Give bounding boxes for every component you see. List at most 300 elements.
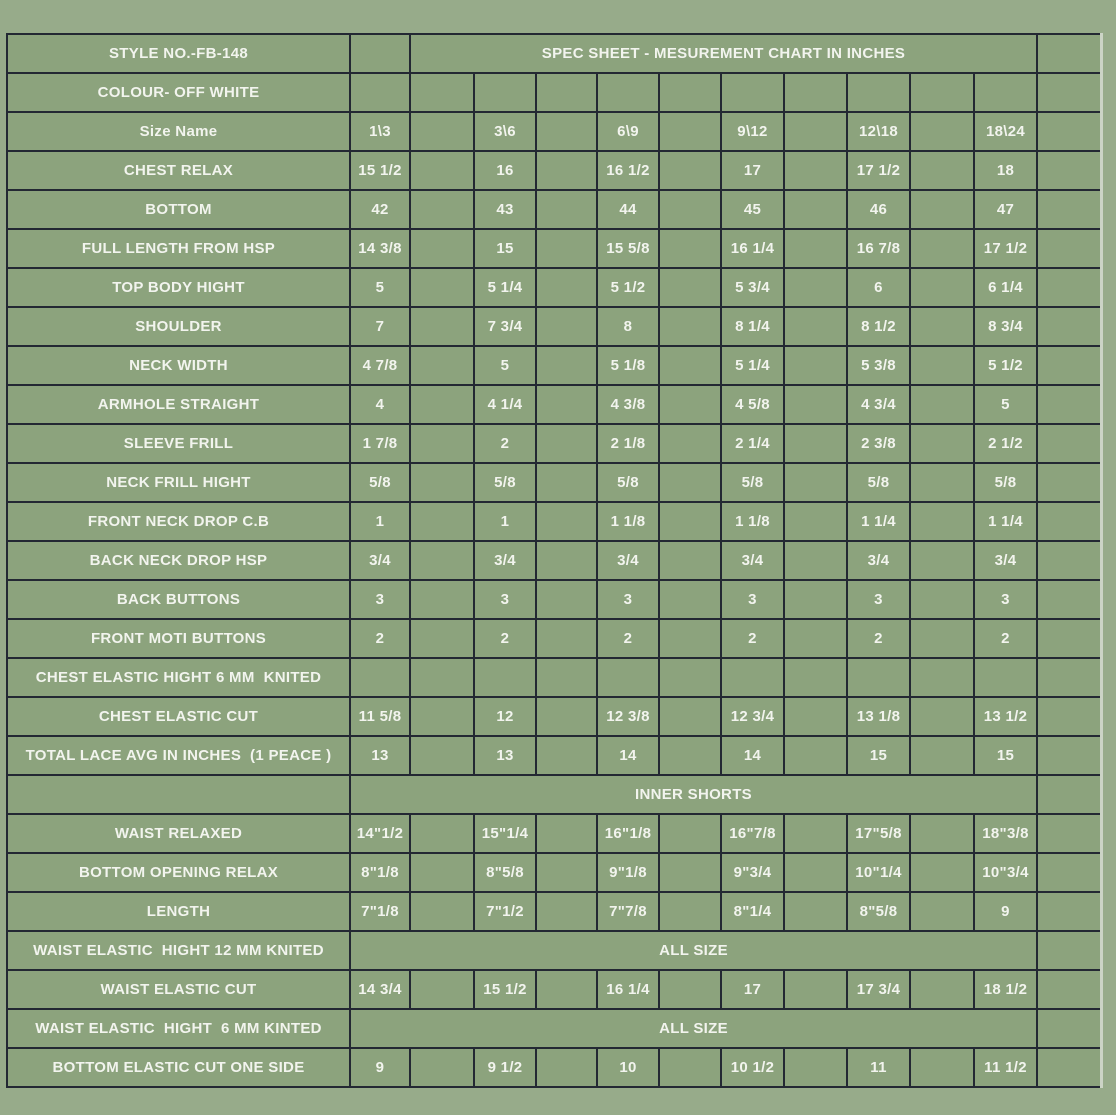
spacer-cell [659,736,721,775]
row-label-cell: CHEST ELASTIC HIGHT 6 MM KNITED [7,658,350,697]
spacer-cell [910,580,974,619]
value-cell: 2 [474,619,536,658]
spacer-cell [659,268,721,307]
value-cell: 1 1/8 [597,502,659,541]
value-cell: 10"3/4 [974,853,1037,892]
table-row [7,229,1101,268]
spacer-cell [659,697,721,736]
value-cell: 6 [847,268,910,307]
last-column-cell [1037,892,1101,931]
row-label-cell: TOP BODY HIGHT [7,268,350,307]
value-cell [597,658,659,697]
spacer-cell [784,658,847,697]
value-cell: 8"5/8 [847,892,910,931]
spacer-cell [784,697,847,736]
spacer-cell [910,385,974,424]
value-cell: 2 1/8 [597,424,659,463]
row-label-cell: BOTTOM [7,190,350,229]
spacer-cell [784,112,847,151]
spacer-cell [910,892,974,931]
spacer-cell [410,268,474,307]
spacer-cell [659,619,721,658]
value-cell: 9 [350,1048,410,1087]
table-row [7,1009,1101,1048]
section-header-cell: INNER SHORTS [350,775,1037,814]
last-column-cell [1037,931,1101,970]
value-cell: 8 1/2 [847,307,910,346]
value-cell [350,34,410,73]
table-row [7,892,1101,931]
value-cell: 5 1/2 [597,268,659,307]
last-column-cell [1037,736,1101,775]
value-cell: 6 1/4 [974,268,1037,307]
value-cell: 16 7/8 [847,229,910,268]
value-cell: 2 1/2 [974,424,1037,463]
value-cell: 8"1/8 [350,853,410,892]
spacer-cell [910,112,974,151]
row-label-cell: FRONT NECK DROP C.B [7,502,350,541]
value-cell: 3 [974,580,1037,619]
spacer-cell [536,385,597,424]
spacer-cell [659,502,721,541]
spacer-cell [536,229,597,268]
last-column-cell [1037,619,1101,658]
spacer-cell [784,229,847,268]
spacer-cell [784,814,847,853]
spacer-cell [659,307,721,346]
row-label-cell: NECK FRILL HIGHT [7,463,350,502]
value-cell: 7"7/8 [597,892,659,931]
spacer-cell [784,619,847,658]
value-cell: 16 1/4 [597,970,659,1009]
value-cell: 3/4 [721,541,784,580]
value-cell: 5 1/8 [597,346,659,385]
value-cell: 17 1/2 [974,229,1037,268]
value-cell [350,73,410,112]
last-column-cell [1037,424,1101,463]
spacer-cell [659,892,721,931]
spacer-cell [410,697,474,736]
value-cell: 16 1/4 [721,229,784,268]
row-label-cell [7,775,350,814]
value-cell: 5/8 [721,463,784,502]
row-label-cell: BOTTOM ELASTIC CUT ONE SIDE [7,1048,350,1087]
spacer-cell [910,346,974,385]
spacer-cell [784,385,847,424]
table-row [7,151,1101,190]
value-cell: 3/4 [597,541,659,580]
spacer-cell [659,658,721,697]
value-cell: 5 3/8 [847,346,910,385]
value-cell: 8 [597,307,659,346]
table-row [7,580,1101,619]
value-cell: 11 5/8 [350,697,410,736]
value-cell: 3 [350,580,410,619]
row-label-cell: SHOULDER [7,307,350,346]
spacer-cell [784,268,847,307]
spacer-cell [659,190,721,229]
value-cell: 4 5/8 [721,385,784,424]
value-cell: 18"3/8 [974,814,1037,853]
last-column-cell [1037,1009,1101,1048]
last-column-cell [1037,190,1101,229]
spacer-cell [784,502,847,541]
value-cell: 42 [350,190,410,229]
value-cell: 2 3/8 [847,424,910,463]
value-cell: 8 1/4 [721,307,784,346]
spec-table-body [7,34,1101,1087]
table-row [7,502,1101,541]
spacer-cell [536,346,597,385]
value-cell: 17 1/2 [847,151,910,190]
spacer-cell [910,853,974,892]
value-cell: 18 1/2 [974,970,1037,1009]
last-column-cell [1037,541,1101,580]
spacer-cell [910,736,974,775]
spacer-cell [410,970,474,1009]
value-cell: 7"1/2 [474,892,536,931]
spacer-cell [536,814,597,853]
value-cell: 10 1/2 [721,1048,784,1087]
value-cell: 47 [974,190,1037,229]
table-row [7,463,1101,502]
value-cell: 16"7/8 [721,814,784,853]
value-cell: 1 [350,502,410,541]
spacer-cell [659,1048,721,1087]
row-label-cell: FRONT MOTI BUTTONS [7,619,350,658]
spacer-cell [910,1048,974,1087]
value-cell: 4 [350,385,410,424]
spacer-cell [536,580,597,619]
value-cell: 5/8 [350,463,410,502]
spacer-cell [659,970,721,1009]
spacer-cell [536,463,597,502]
row-label-cell: WAIST ELASTIC HIGHT 6 MM KINTED [7,1009,350,1048]
last-column-cell [1037,346,1101,385]
spacer-cell [536,268,597,307]
spacer-cell [784,190,847,229]
value-cell: 9 1/2 [474,1048,536,1087]
spacer-cell [536,151,597,190]
spacer-cell [536,853,597,892]
spacer-cell [536,619,597,658]
value-cell: 46 [847,190,910,229]
value-cell: 9 [974,892,1037,931]
value-cell: 14 [721,736,784,775]
value-cell: 17 [721,970,784,1009]
spacer-cell [784,73,847,112]
value-cell: 5 [974,385,1037,424]
spacer-cell [910,463,974,502]
table-row [7,385,1101,424]
style-no-cell: STYLE NO.-FB-148 [7,34,350,73]
spacer-cell [784,736,847,775]
value-cell [597,73,659,112]
value-cell: 2 [847,619,910,658]
spacer-cell [910,814,974,853]
value-cell [474,73,536,112]
spacer-cell [410,229,474,268]
value-cell: 1 7/8 [350,424,410,463]
row-label-cell: ARMHOLE STRAIGHT [7,385,350,424]
spacer-cell [784,463,847,502]
spacer-cell [536,736,597,775]
value-cell: 7 3/4 [474,307,536,346]
spacer-cell [910,502,974,541]
last-column-cell [1037,268,1101,307]
spacer-cell [910,307,974,346]
spacer-cell [410,151,474,190]
row-label-cell: FULL LENGTH FROM HSP [7,229,350,268]
value-cell: 4 3/8 [597,385,659,424]
table-row [7,619,1101,658]
value-cell: 17 3/4 [847,970,910,1009]
last-column-cell [1037,385,1101,424]
last-column-cell [1037,34,1101,73]
value-cell: 12\18 [847,112,910,151]
spacer-cell [784,970,847,1009]
value-cell: 16"1/8 [597,814,659,853]
spacer-cell [659,385,721,424]
value-cell: 3 [597,580,659,619]
table-row [7,658,1101,697]
value-cell: 7"1/8 [350,892,410,931]
value-cell [721,73,784,112]
table-row [7,190,1101,229]
value-cell: 2 [350,619,410,658]
value-cell: 8"5/8 [474,853,536,892]
spacer-cell [910,424,974,463]
value-cell: 1 [474,502,536,541]
row-label-cell: SLEEVE FRILL [7,424,350,463]
value-cell: 3/4 [350,541,410,580]
value-cell: 5 1/2 [974,346,1037,385]
spacer-cell [410,307,474,346]
spacer-cell [784,541,847,580]
last-column-cell [1037,970,1101,1009]
value-cell: 5 [474,346,536,385]
value-cell: 1 1/8 [721,502,784,541]
spacer-cell [410,814,474,853]
value-cell: 5/8 [597,463,659,502]
row-label-cell: NECK WIDTH [7,346,350,385]
value-cell: 2 [974,619,1037,658]
value-cell: 4 3/4 [847,385,910,424]
spacer-cell [784,151,847,190]
spacer-cell [536,892,597,931]
last-column-cell [1037,73,1101,112]
value-cell: 3\6 [474,112,536,151]
value-cell: 5 3/4 [721,268,784,307]
last-column-cell [1037,151,1101,190]
spacer-cell [659,580,721,619]
spacer-cell [410,541,474,580]
table-row [7,775,1101,814]
last-column-cell [1037,1048,1101,1087]
row-label-cell: BACK NECK DROP HSP [7,541,350,580]
last-column-cell [1037,229,1101,268]
spacer-cell [410,112,474,151]
value-cell: 15 [847,736,910,775]
value-cell: 45 [721,190,784,229]
value-cell: 5 1/4 [721,346,784,385]
row-label-cell: TOTAL LACE AVG IN INCHES (1 PEACE ) [7,736,350,775]
spacer-cell [536,541,597,580]
last-column-cell [1037,307,1101,346]
table-row [7,814,1101,853]
spacer-cell [659,463,721,502]
last-column-cell [1037,814,1101,853]
value-cell: 3 [721,580,784,619]
value-cell: 5/8 [474,463,536,502]
value-cell [474,658,536,697]
spacer-cell [784,307,847,346]
table-row [7,73,1101,112]
value-cell [721,658,784,697]
spacer-cell [410,385,474,424]
value-cell: 14 [597,736,659,775]
spacer-cell [536,73,597,112]
value-cell: 3/4 [974,541,1037,580]
spacer-cell [536,424,597,463]
spacer-cell [659,112,721,151]
row-label-cell: CHEST ELASTIC CUT [7,697,350,736]
value-cell: 3 [847,580,910,619]
value-cell: 9"3/4 [721,853,784,892]
value-cell: 9"1/8 [597,853,659,892]
row-label-cell: BOTTOM OPENING RELAX [7,853,350,892]
value-cell: 15 5/8 [597,229,659,268]
value-cell: 13 1/8 [847,697,910,736]
value-cell: 3 [474,580,536,619]
value-cell: 43 [474,190,536,229]
value-cell: 15"1/4 [474,814,536,853]
spacer-cell [410,892,474,931]
value-cell: 15 [974,736,1037,775]
spacer-cell [910,541,974,580]
value-cell: 5/8 [974,463,1037,502]
row-label-cell: LENGTH [7,892,350,931]
spacer-cell [410,424,474,463]
table-row [7,931,1101,970]
value-cell: 2 [597,619,659,658]
spacer-cell [784,1048,847,1087]
table-row [7,268,1101,307]
value-cell: 2 1/4 [721,424,784,463]
value-cell: 5 [350,268,410,307]
value-cell: 1 1/4 [974,502,1037,541]
value-cell: 8"1/4 [721,892,784,931]
table-row [7,346,1101,385]
spacer-cell [410,73,474,112]
value-cell: 13 [350,736,410,775]
spacer-cell [536,697,597,736]
spacer-cell [784,580,847,619]
value-cell: 8 3/4 [974,307,1037,346]
spacer-cell [536,1048,597,1087]
sheet-title-cell: SPEC SHEET - MESUREMENT CHART IN INCHES [410,34,1037,73]
value-cell: 4 7/8 [350,346,410,385]
spacer-cell [536,307,597,346]
spacer-cell [659,814,721,853]
table-row [7,424,1101,463]
value-cell [847,73,910,112]
spacer-cell [536,112,597,151]
value-cell: 15 1/2 [350,151,410,190]
table-row [7,34,1101,73]
spacer-cell [536,502,597,541]
spacer-cell [659,346,721,385]
row-label-cell: CHEST RELAX [7,151,350,190]
value-cell: 4 1/4 [474,385,536,424]
spec-table [6,33,1103,1088]
value-cell: 14"1/2 [350,814,410,853]
spacer-cell [784,892,847,931]
value-cell: 3/4 [474,541,536,580]
row-label-cell: Size Name [7,112,350,151]
value-cell [974,658,1037,697]
table-row [7,307,1101,346]
value-cell: 2 [721,619,784,658]
row-label-cell: WAIST ELASTIC HIGHT 12 MM KNITED [7,931,350,970]
value-cell: 10 [597,1048,659,1087]
value-cell: 5 1/4 [474,268,536,307]
spacer-cell [536,658,597,697]
spacer-cell [410,190,474,229]
spacer-cell [410,1048,474,1087]
spacer-cell [659,541,721,580]
spacer-cell [910,229,974,268]
value-cell: 9\12 [721,112,784,151]
value-cell: 15 1/2 [474,970,536,1009]
spacer-cell [659,229,721,268]
spacer-cell [410,619,474,658]
value-cell: 1\3 [350,112,410,151]
spacer-cell [910,190,974,229]
value-cell: 12 3/8 [597,697,659,736]
value-cell: 11 [847,1048,910,1087]
value-cell: 12 3/4 [721,697,784,736]
last-column-cell [1037,502,1101,541]
spacer-cell [910,73,974,112]
value-cell: 5/8 [847,463,910,502]
value-cell [350,658,410,697]
section-header-cell: ALL SIZE [350,931,1037,970]
spacer-cell [784,346,847,385]
spacer-cell [536,190,597,229]
value-cell: 2 [474,424,536,463]
row-label-cell: COLOUR- OFF WHITE [7,73,350,112]
value-cell [847,658,910,697]
spacer-cell [784,853,847,892]
row-label-cell: BACK BUTTONS [7,580,350,619]
table-row [7,970,1101,1009]
value-cell: 17 [721,151,784,190]
spacer-cell [659,853,721,892]
spacer-cell [910,658,974,697]
value-cell: 16 1/2 [597,151,659,190]
last-column-cell [1037,775,1101,814]
value-cell: 10"1/4 [847,853,910,892]
spacer-cell [659,424,721,463]
spacer-cell [410,463,474,502]
value-cell: 7 [350,307,410,346]
spacer-cell [659,73,721,112]
value-cell: 18\24 [974,112,1037,151]
table-row [7,541,1101,580]
value-cell [974,73,1037,112]
spacer-cell [910,619,974,658]
